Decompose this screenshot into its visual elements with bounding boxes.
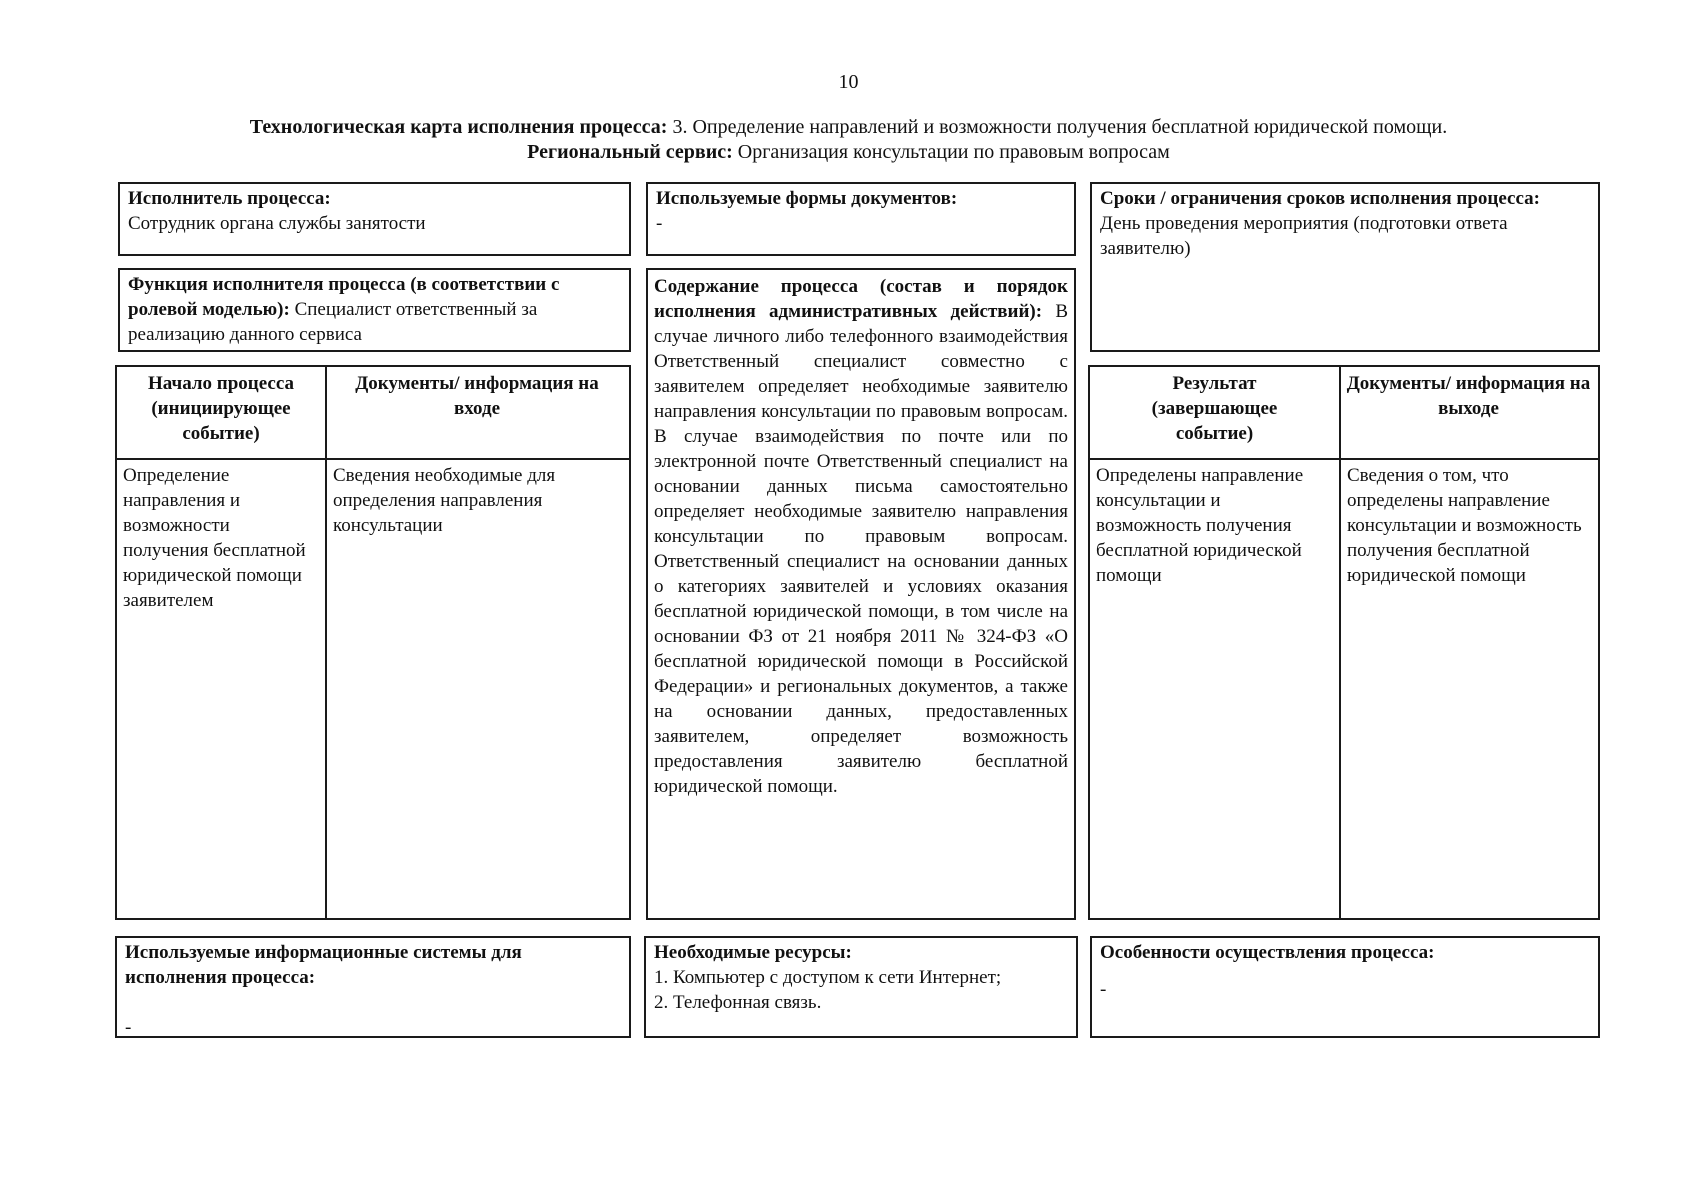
executor-label: Исполнитель процесса:	[128, 188, 331, 209]
right-table	[1088, 365, 1600, 920]
left-table	[115, 365, 631, 920]
left-table-col1-header: Начало процесса (инициирующее событие)	[147, 373, 295, 444]
forms-box	[646, 182, 1076, 256]
left-table-col1-value: Определение направления и возможности получения бесплатной юридической помощи заявителем	[123, 465, 306, 611]
deadlines-label: Сроки / ограничения сроков исполнения процесса:	[1100, 188, 1540, 209]
left-table-col2-header: Документы/ информация на входе	[355, 373, 599, 419]
right-table-col2-header: Документы/ информация на выходе	[1346, 373, 1591, 419]
deadlines-value: День проведения мероприятия (подготовки ответа заявителю)	[1100, 213, 1508, 259]
process-title-value: 3. Определение направлений и возможности получения бесплатной юридической помощи.	[667, 116, 1448, 138]
resources-box	[644, 936, 1078, 1038]
executor-value: Сотрудник органа службы занятости	[128, 213, 426, 234]
function-value: Специалист ответственный за реализацию данного сервиса	[128, 299, 538, 345]
resources-item-1: 1. Компьютер с доступом к сети Интернет;	[654, 967, 1002, 988]
resources-item-2: 2. Телефонная связь.	[654, 992, 822, 1013]
executor-box	[118, 182, 631, 256]
right-table-col1-value: Определены направление консультации и возможность получения бесплатной юридической помощи	[1096, 465, 1304, 586]
function-box	[118, 268, 631, 352]
content-value: В случае личного либо телефонного взаимодействия Ответственный специалист совместно с заявителем определяет необходимые заявителю направления консультации по правовым вопросам. В случае взаимодействия по почте или по электронной почте Ответственный специалист на основании данных письма самостоятельно определяет необходимые заявителю направления консультации по правовым вопросам. Ответственный специалист на основании данных о категориях заявителей и условиях оказания бесплатной юридической помощи, в том числе на основании ФЗ от 21 ноября 2011 № 324-ФЗ «О бесплатной юридической помощи в Российской Федерации» и региональных документов, а также на основании данных, предоставленных заявителем, определяет возможность предоставления заявителю бесплатной юридической помощи.	[654, 301, 1068, 797]
service-title-value: Организация консультации по правовым вопросам	[732, 141, 1170, 163]
service-title-label: Региональный сервис:	[527, 141, 733, 163]
page-number: 10	[838, 71, 859, 93]
service-title	[0, 140, 1697, 165]
left-table-col2-value: Сведения необходимые для определения направления консультации	[333, 465, 556, 536]
info-systems-box	[115, 936, 631, 1038]
features-box	[1090, 936, 1600, 1038]
content-box	[646, 268, 1076, 920]
process-title	[0, 115, 1697, 140]
right-table-col1-header: Результат (завершающее событие)	[1151, 373, 1278, 444]
info-systems-value: -	[125, 1017, 132, 1038]
process-title-label: Технологическая карта исполнения процесса:	[249, 116, 668, 138]
info-systems-label: Используемые информационные системы для исполнения процесса:	[125, 942, 522, 988]
deadlines-box	[1090, 182, 1600, 352]
function-label: Функция исполнителя процесса (в соответствии с ролевой моделью):	[128, 274, 560, 320]
content-label: Содержание процесса (состав и порядок исполнения административных действий):	[654, 276, 1068, 322]
features-label: Особенности осуществления процесса:	[1100, 942, 1435, 963]
forms-label: Используемые формы документов:	[656, 188, 958, 209]
resources-label: Необходимые ресурсы:	[654, 942, 852, 963]
features-value: -	[1100, 979, 1107, 1000]
forms-value: -	[656, 213, 663, 234]
right-table-col2-value: Сведения о том, что определены направление консультации и возможность получения бесплатной юридической помощи	[1347, 465, 1582, 586]
